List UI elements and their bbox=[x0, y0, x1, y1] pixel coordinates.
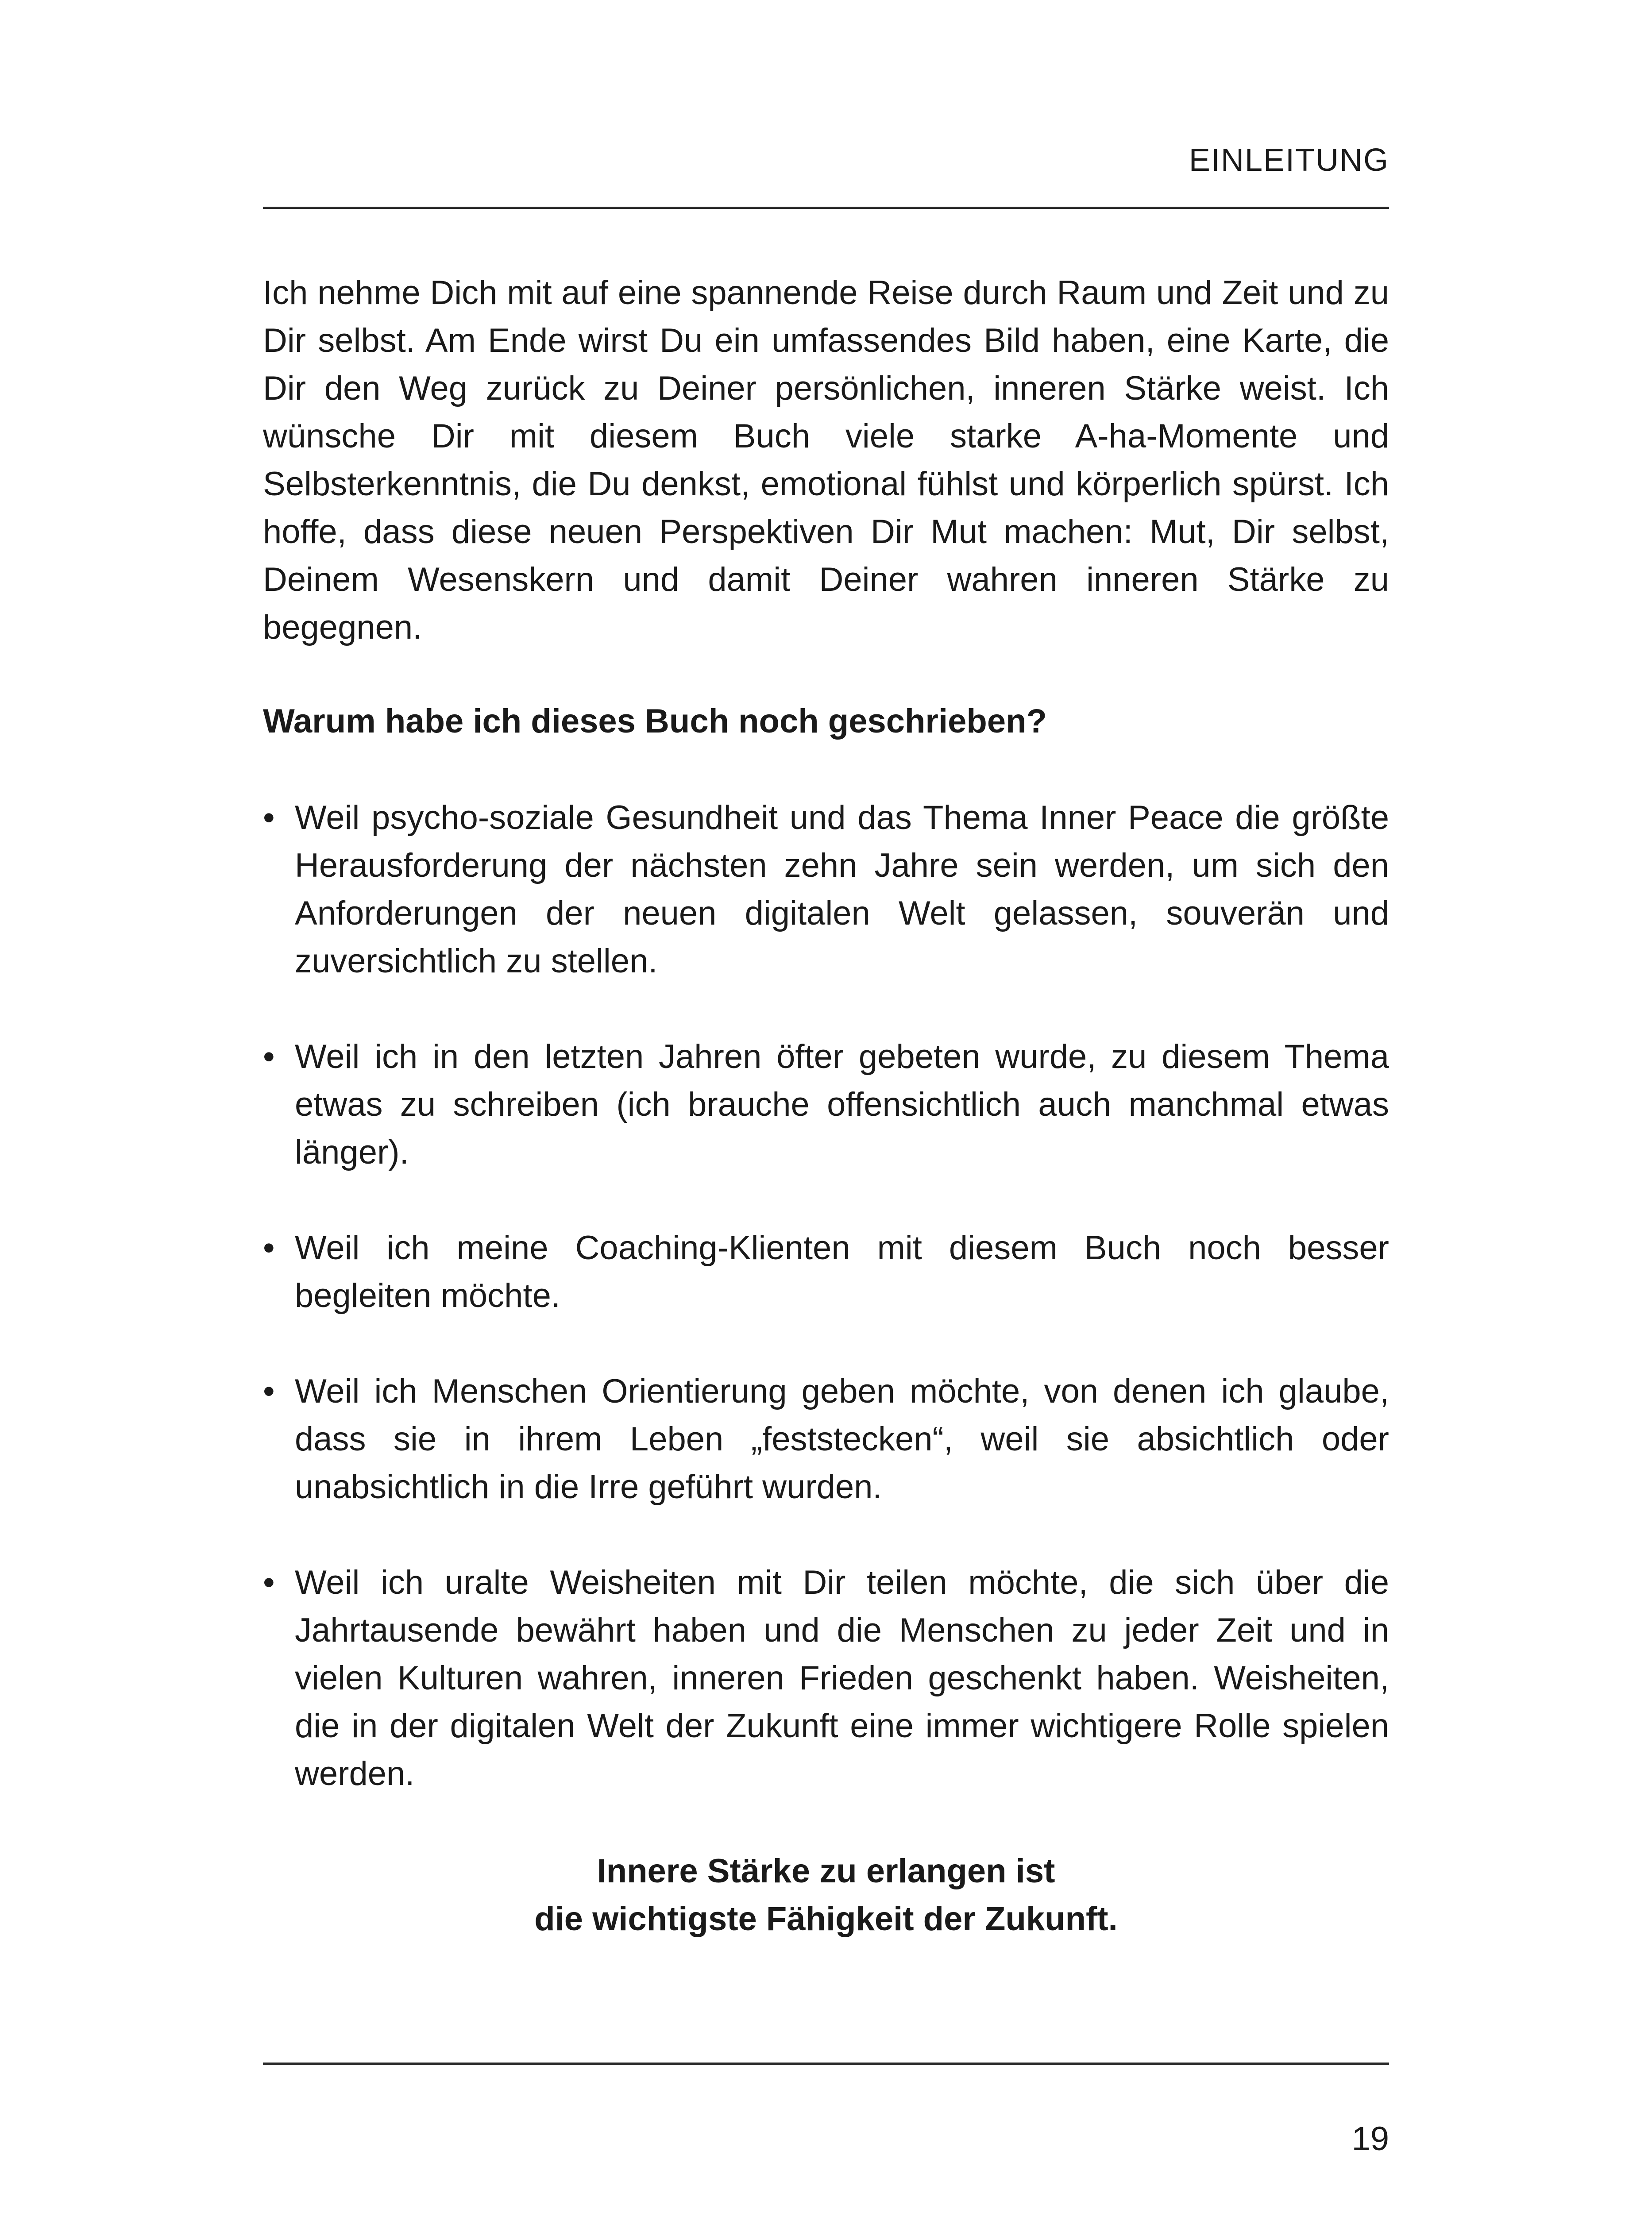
list-item-text: Weil ich uralte Weisheiten mit Dir teilen möchte, die sich über die Jahrtausende bewährt haben und die Menschen zu jeder Zeit und in vielen Kulturen wahren, inneren Frieden geschenkt haben. Weisheiten, die in der digitalen Welt der Zukunft eine immer wichtigere Rolle spielen werden. bbox=[295, 1564, 1389, 1793]
list-item-text: Weil psycho-soziale Gesundheit und das Thema Inner Peace die größte Herausforderung der nächsten zehn Jahre sein werden, um sich den Anforderungen der neuen digitalen Welt gelassen, souverän und zuversichtlich zu stellen. bbox=[295, 799, 1389, 980]
reasons-list bbox=[263, 794, 1389, 1798]
list-item bbox=[263, 1368, 1389, 1511]
page-body bbox=[263, 269, 1389, 1943]
bullet-icon: • bbox=[263, 799, 275, 837]
bullet-icon: • bbox=[263, 1373, 275, 1410]
closing-statement bbox=[263, 1847, 1389, 1943]
list-item-text: Weil ich meine Coaching-Klienten mit diesem Buch noch besser begleiten möchte. bbox=[295, 1229, 1389, 1315]
intro-paragraph: Ich nehme Dich mit auf eine spannende Reise durch Raum und Zeit und zu Dir selbst. Am Ende wirst Du ein umfassendes Bild haben, eine Karte, die Dir den Weg zurück zu Deiner persönlichen, inneren Stärke weist. Ich wünsche Dir mit diesem Buch viele starke A-ha-Momente und Selbsterkenntnis, die Du denkst, emotional fühlst und körperlich spürst. Ich hoffe, dass diese neuen Perspektiven Dir Mut machen: Mut, Dir selbst, Deinem Wesenskern und damit Deiner wahren inneren Stärke zu begegnen. bbox=[263, 274, 1389, 646]
running-header: EINLEITUNG bbox=[1189, 143, 1389, 178]
list-item-text: Weil ich Menschen Orientierung geben möchte, von denen ich glaube, dass sie in ihrem Leben „feststecken“, weil sie absichtlich oder unabsichtlich in die Irre geführt wurden. bbox=[295, 1373, 1389, 1506]
list-item bbox=[263, 1033, 1389, 1176]
bullet-icon: • bbox=[263, 1564, 275, 1601]
page-number: 19 bbox=[1351, 2120, 1389, 2158]
footer-divider bbox=[263, 2063, 1389, 2065]
list-item bbox=[263, 1559, 1389, 1798]
bullet-icon: • bbox=[263, 1229, 275, 1267]
bullet-icon: • bbox=[263, 1038, 275, 1076]
list-item-text: Weil ich in den letzten Jahren öfter gebeten wurde, zu diesem Thema etwas zu schreiben (ich brauche offensichtlich auch manchmal etwas länger). bbox=[295, 1038, 1389, 1171]
header-divider bbox=[263, 207, 1389, 209]
list-item bbox=[263, 794, 1389, 985]
closing-line-1: Innere Stärke zu erlangen ist bbox=[597, 1852, 1055, 1890]
closing-line-2: die wichtigste Fähigkeit der Zukunft. bbox=[534, 1900, 1118, 1938]
list-item bbox=[263, 1224, 1389, 1320]
section-question-heading: Warum habe ich dieses Buch noch geschrieben? bbox=[263, 702, 1047, 740]
